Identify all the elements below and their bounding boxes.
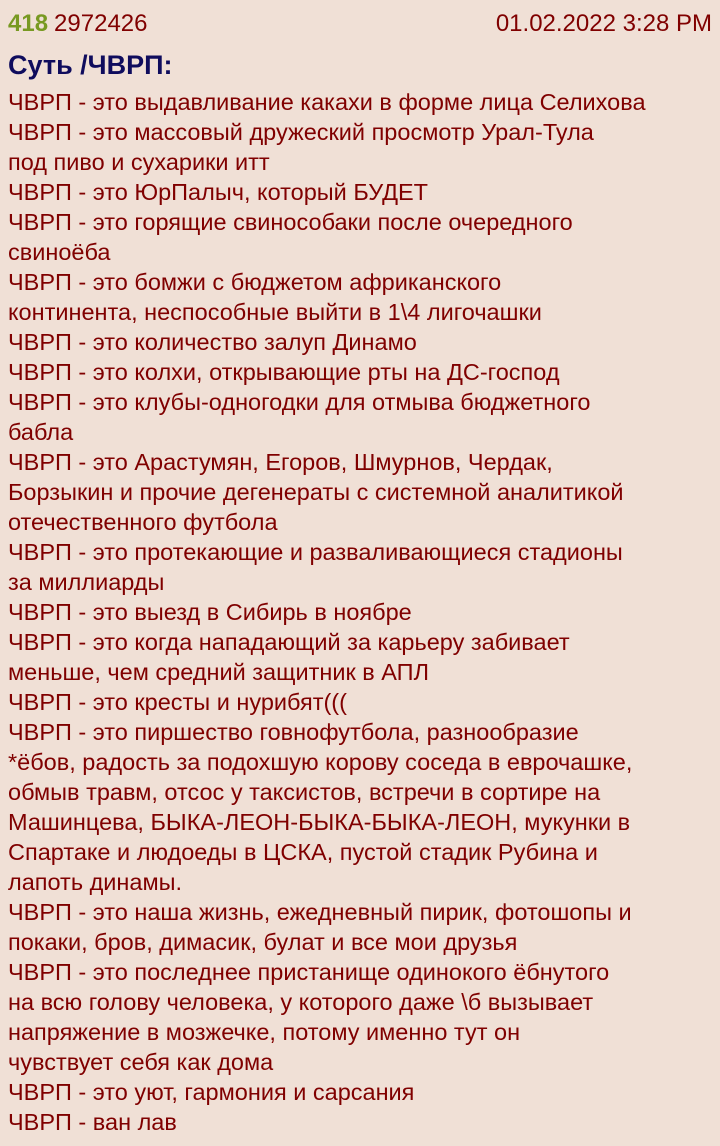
post-header: [8, 7, 712, 41]
post-line: лапоть динамы.: [8, 869, 183, 895]
post-line: ЧВРП - это клубы-одногодки для отмыва бюджетного: [8, 389, 591, 415]
post-line: ЧВРП - это выдавливание какахи в форме лица Селихова: [8, 89, 646, 115]
post-line: за миллиарды: [8, 569, 165, 595]
post-line: Машинцева, БЫКА-ЛЕОН-БЫКА-БЫКА-ЛЕОН, мукунки в: [8, 809, 631, 835]
post-line: ЧВРП - это колхи, открывающие рты на ДС-господ: [8, 359, 560, 385]
post-number[interactable]: 418: [8, 10, 49, 37]
post-line: ЧВРП - ван лав: [8, 1109, 177, 1135]
post-line: ЧВРП - это когда нападающий за карьеру забивает: [8, 629, 570, 655]
post-date: 01.02.2022 3:28 PM: [495, 10, 712, 37]
post-line: обмыв травм, отсос у таксистов, встречи в сортире на: [8, 779, 601, 805]
post-line: ЧВРП - это кресты и нурибят(((: [8, 689, 347, 715]
post-line: меньше, чем средний защитник в АПЛ: [8, 659, 429, 685]
post-line: ЧВРП - это протекающие и разваливающиеся стадионы: [8, 539, 623, 565]
post-line: Спартаке и людоеды в ЦСКА, пустой стадик Рубина и: [8, 839, 598, 865]
post-line: ЧВРП - это ЮрПалыч, который БУДЕТ: [8, 179, 429, 205]
post-line: ЧВРП - это количество залуп Динамо: [8, 329, 417, 355]
post-id[interactable]: 2972426: [54, 10, 148, 37]
post-line: под пиво и сухарики итт: [8, 149, 270, 175]
post-line: ЧВРП - это Арастумян, Егоров, Шмурнов, Чердак,: [8, 449, 553, 475]
post-line: ЧВРП - это пиршество говнофутбола, разнообразие: [8, 719, 579, 745]
post-line: чувствует себя как дома: [8, 1049, 274, 1075]
post-line: ЧВРП - это уют, гармония и сарсания: [8, 1079, 415, 1105]
post-line: ЧВРП - это горящие свинособаки после очередного: [8, 209, 573, 235]
post-line: континента, неспособные выйти в 1\4 лигочашки: [8, 299, 542, 325]
post-line: напряжение в мозжечке, потому именно тут он: [8, 1019, 521, 1045]
post-line: на всю голову человека, у которого даже \б вызывает: [8, 989, 594, 1015]
post-body: [8, 87, 712, 1137]
post-line: *ёбов, радость за подохшую корову соседа в еврочашке,: [8, 749, 633, 775]
post-line: покаки, бров, димасик, булат и все мои друзья: [8, 929, 518, 955]
post-line: ЧВРП - это наша жизнь, ежедневный пирик, фотошопы и: [8, 899, 632, 925]
post-line: ЧВРП - это последнее пристанище одинокого ёбнутого: [8, 959, 610, 985]
post-line: ЧВРП - это выезд в Сибирь в ноябре: [8, 599, 412, 625]
post-line: свиноёба: [8, 239, 111, 265]
post-line: Борзыкин и прочие дегенераты с системной аналитикой: [8, 479, 624, 505]
post-line: ЧВРП - это бомжи с бюджетом африканского: [8, 269, 502, 295]
post-line: ЧВРП - это массовый дружеский просмотр Урал-Тула: [8, 119, 594, 145]
post-line: бабла: [8, 419, 74, 445]
post-title: Суть /ЧВРП:: [8, 50, 173, 80]
post-line: отечественного футбола: [8, 509, 278, 535]
